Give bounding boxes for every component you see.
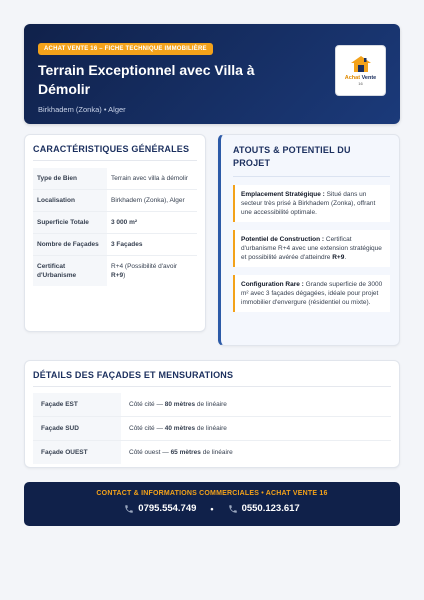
house-logo-icon xyxy=(350,55,372,73)
row-value: 3 000 m² xyxy=(107,212,197,234)
phone-list xyxy=(24,503,400,514)
table-row xyxy=(33,190,197,212)
logo xyxy=(335,45,386,96)
row-key: Façade OUEST xyxy=(33,441,121,465)
row-key: Superficie Totale xyxy=(33,212,107,234)
caracteristiques-card xyxy=(24,134,206,332)
table-row xyxy=(33,256,197,287)
page-subtitle: Birkhadem (Zonka) • Alger xyxy=(38,105,126,114)
row-value: 3 Façades xyxy=(107,234,197,256)
row-key: Type de Bien xyxy=(33,168,107,190)
atout-item: Emplacement Stratégique : Situé dans un secteur très prisé à Birkhadem (Zonka), offrant une accessibilité optimale. xyxy=(233,185,390,222)
footer-title: CONTACT & INFORMATIONS COMMERCIALES • ACHAT VENTE 16 xyxy=(96,490,328,497)
table-row xyxy=(33,441,391,465)
row-key: Façade SUD xyxy=(33,417,121,441)
row-key: Nombre de Façades xyxy=(33,234,107,256)
row-value: R+4 (Possibilité d'avoir R+9) xyxy=(111,263,178,279)
header xyxy=(24,24,400,124)
facades-table xyxy=(33,393,391,464)
row-key: Certificat d'Urbanisme xyxy=(33,256,107,287)
separator: • xyxy=(210,503,214,514)
row-value: Terrain avec villa à démolir xyxy=(107,168,197,190)
phone-link-1[interactable]: 0795.554.749 xyxy=(124,503,196,514)
atouts-title: ATOUTS & POTENTIEL DU PROJET xyxy=(233,144,390,177)
logo-number: 16 xyxy=(358,81,363,86)
phone-link-2[interactable]: 0550.123.617 xyxy=(228,503,300,514)
atouts-card xyxy=(218,134,400,346)
table-row xyxy=(33,234,197,256)
page-title: Terrain Exceptionnel avec Villa à Démolir xyxy=(38,62,255,97)
phone-icon xyxy=(228,504,238,514)
caracteristiques-table xyxy=(33,168,197,286)
row-value: Côté cité — 40 mètres de linéaire xyxy=(121,417,391,441)
header-badge: ACHAT VENTE 16 – FICHE TECHNIQUE IMMOBILIÈRE xyxy=(38,43,213,55)
table-row xyxy=(33,393,391,417)
facades-title: DÉTAILS DES FAÇADES ET MENSURATIONS xyxy=(33,370,391,387)
table-row xyxy=(33,417,391,441)
row-key: Façade EST xyxy=(33,393,121,417)
atout-item: Configuration Rare : Grande superficie de 3000 m² avec 3 façades dégagées, idéale pour projet immobilier d'envergure (résidentiel ou mixte). xyxy=(233,275,390,312)
table-row xyxy=(33,212,197,234)
row-value: Côté ouest — 65 mètres de linéaire xyxy=(129,449,233,456)
row-value: Côté cité — 80 mètres de linéaire xyxy=(121,393,391,417)
facades-card xyxy=(24,360,400,468)
row-key: Localisation xyxy=(33,190,107,212)
logo-text: Achat Vente xyxy=(344,75,377,81)
caracteristiques-title: CARACTÉRISTIQUES GÉNÉRALES xyxy=(33,144,197,161)
row-value: Birkhadem (Zonka), Alger xyxy=(107,190,197,212)
table-row xyxy=(33,168,197,190)
atout-item: Potentiel de Construction : Certificat d'urbanisme R+4 avec une extension stratégique et possibilité avérée d'atteindre R+9. xyxy=(233,230,390,267)
phone-icon xyxy=(124,504,134,514)
contact-footer xyxy=(24,482,400,526)
